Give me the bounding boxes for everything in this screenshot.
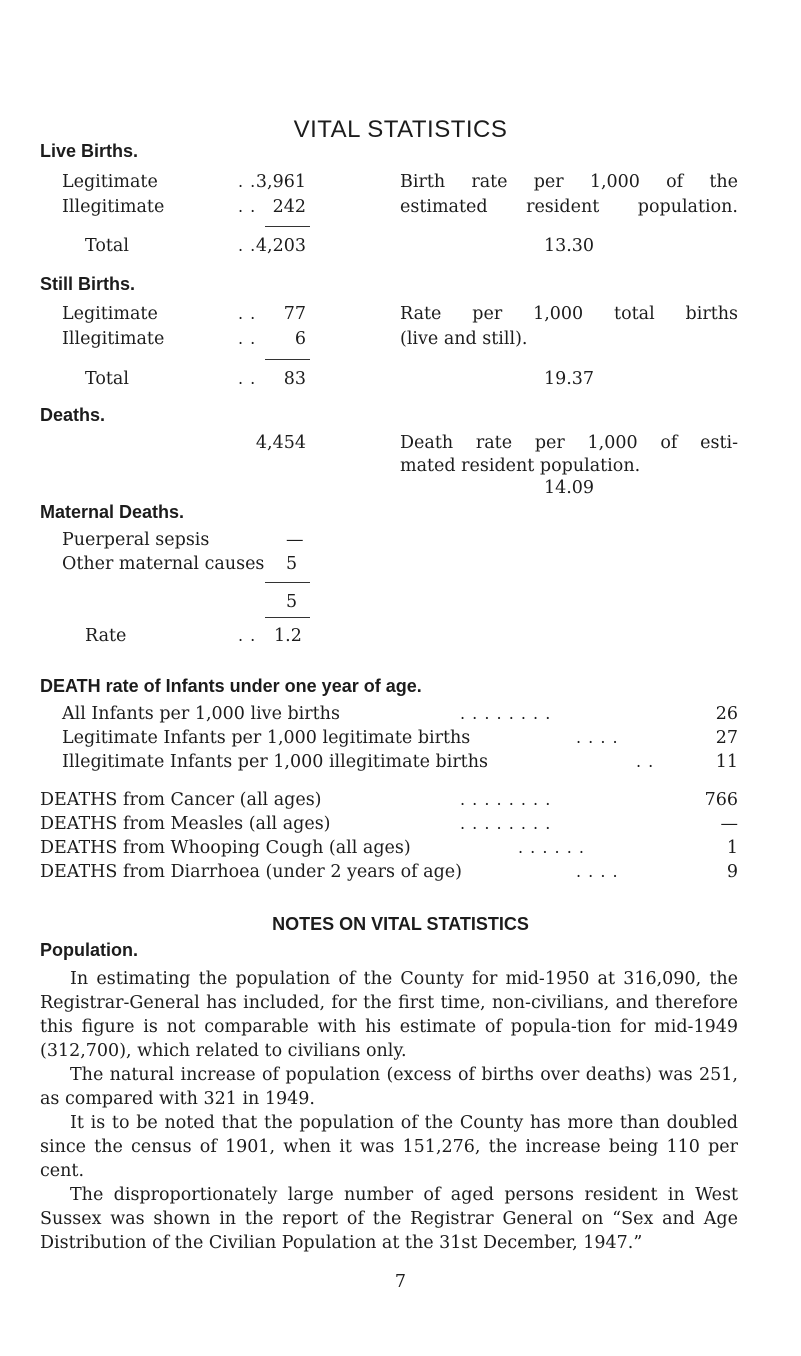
- cause-row-value: 1: [726, 838, 738, 858]
- sum-rule: [265, 617, 310, 618]
- still-births-total-value: 83: [283, 369, 306, 389]
- page-title: VITAL STATISTICS: [293, 116, 508, 143]
- cause-row-value: 766: [704, 790, 738, 810]
- sum-rule: [265, 226, 310, 227]
- infant-row-label: All Infants per 1,000 live births: [62, 704, 340, 724]
- live-births-total-label: Total: [85, 236, 129, 256]
- live-births-illegitimate-label: Illegitimate: [62, 197, 165, 217]
- deaths-value: 4,454: [255, 433, 306, 453]
- still-births-illegitimate-value: 6: [294, 329, 306, 349]
- birth-rate-value: 13.30: [543, 236, 595, 256]
- notes-paragraph: In estimating the population of the County for mid-1950 at 316,090, the Registrar-General has included, for the first time, non-civilians, and therefore this figure is not comparable with his estimate of popula-tion for mid-1949 (312,700), which related to civilians only.: [40, 969, 738, 1061]
- notes-paragraph: The disproportionately large number of aged persons resident in West Sussex was shown in the report of the Registrar General on “Sex and Age Distribution of the Civilian Population at the 31st December, 1947.”: [40, 1185, 738, 1253]
- death-rate-value: 14.09: [543, 478, 595, 498]
- maternal-rate-value: 1.2: [274, 626, 302, 646]
- death-rate-text-2: mated resident population.: [400, 456, 641, 476]
- cause-row-label: DEATHS from Diarrhoea (under 2 years of age): [40, 862, 462, 882]
- still-births-total-label: Total: [85, 369, 129, 389]
- leader-dots: . .: [238, 369, 257, 388]
- leader-dots: . . . . . .: [518, 838, 585, 857]
- other-maternal-value: 5: [286, 554, 298, 574]
- maternal-rate-label: Rate: [85, 626, 127, 646]
- puerperal-sepsis-value: —: [286, 530, 304, 550]
- maternal-total-value: 5: [286, 592, 298, 612]
- notes-title: NOTES ON VITAL STATISTICS: [272, 914, 529, 934]
- live-births-total-value: 4,203: [255, 236, 306, 256]
- live-births-illegitimate-value: 242: [272, 197, 306, 217]
- leader-dots: . .: [238, 236, 257, 255]
- live-births-heading: Live Births.: [40, 141, 139, 161]
- maternal-deaths-heading: Maternal Deaths.: [40, 502, 185, 522]
- cause-row-value: —: [720, 814, 738, 834]
- still-birth-rate-text-1: Rate per 1,000 total births: [400, 304, 738, 324]
- leader-dots: . .: [238, 197, 257, 216]
- leader-dots: . .: [636, 752, 655, 771]
- population-heading: Population.: [40, 940, 138, 960]
- cause-row-value: 9: [726, 862, 738, 882]
- infant-row-value: 26: [715, 704, 738, 724]
- sum-rule: [265, 359, 310, 360]
- still-births-illegitimate-label: Illegitimate: [62, 329, 165, 349]
- still-births-legitimate-value: 77: [283, 304, 306, 324]
- puerperal-sepsis-label: Puerperal sepsis: [62, 530, 210, 550]
- page-number: 7: [394, 1272, 407, 1292]
- leader-dots: . .: [238, 172, 257, 191]
- leader-dots: . . . . . . . .: [460, 704, 552, 723]
- notes-paragraph: The natural increase of population (excess of births over deaths) was 251, as compared with 321 in 1949.: [40, 1065, 738, 1109]
- still-birth-rate-text-2: (live and still).: [400, 329, 528, 349]
- infant-death-heading: DEATH rate of Infants under one year of age.: [40, 676, 422, 696]
- other-maternal-label: Other maternal causes: [62, 554, 265, 574]
- still-births-heading: Still Births.: [40, 274, 136, 294]
- death-rate-text-1: Death rate per 1,000 of esti-: [400, 433, 738, 453]
- sum-rule: [265, 582, 310, 583]
- leader-dots: . .: [238, 329, 257, 348]
- birth-rate-text-1: Birth rate per 1,000 of the: [400, 172, 738, 192]
- cause-row-label: DEATHS from Cancer (all ages): [40, 790, 322, 810]
- cause-row-label: DEATHS from Whooping Cough (all ages): [40, 838, 411, 858]
- leader-dots: . .: [238, 304, 257, 323]
- leader-dots: . . . .: [576, 862, 619, 881]
- still-births-legitimate-label: Legitimate: [62, 304, 158, 324]
- leader-dots: . . . . . . . .: [460, 790, 552, 809]
- leader-dots: . . . . . . . .: [460, 814, 552, 833]
- live-births-legitimate-label: Legitimate: [62, 172, 158, 192]
- cause-row-label: DEATHS from Measles (all ages): [40, 814, 331, 834]
- leader-dots: . . . .: [576, 728, 619, 747]
- live-births-legitimate-value: 3,961: [255, 172, 306, 192]
- birth-rate-text-2: estimated resident population.: [400, 197, 738, 217]
- deaths-heading: Deaths.: [40, 405, 106, 425]
- notes-paragraph: It is to be noted that the population of the County has more than doubled since the census of 1901, when it was 151,276, the increase being 110 per cent.: [40, 1113, 738, 1181]
- infant-row-value: 11: [715, 752, 738, 772]
- infant-row-label: Legitimate Infants per 1,000 legitimate births: [62, 728, 471, 748]
- infant-row-label: Illegitimate Infants per 1,000 illegitimate births: [62, 752, 488, 772]
- still-birth-rate-value: 19.37: [543, 369, 595, 389]
- infant-row-value: 27: [715, 728, 738, 748]
- leader-dots: . .: [238, 626, 257, 645]
